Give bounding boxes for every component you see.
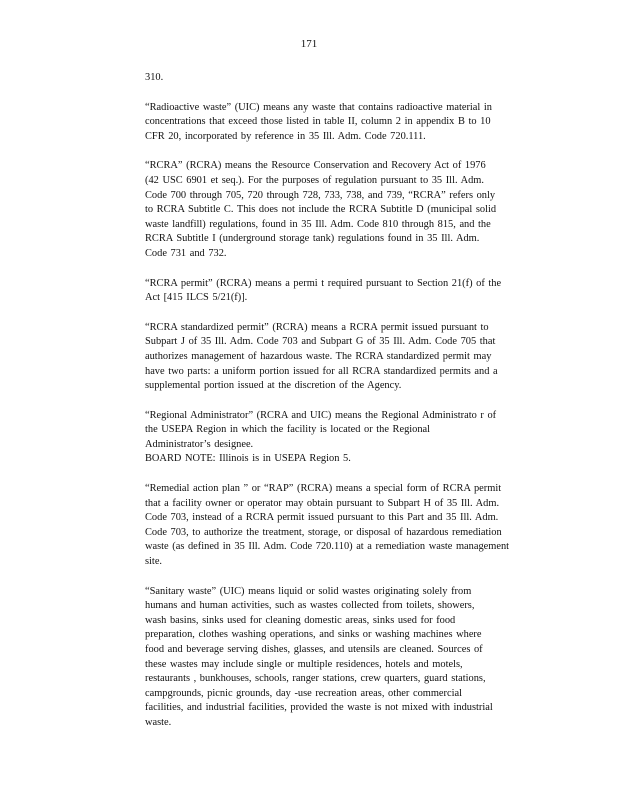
paragraph-radioactive-waste: “Radioactive waste” (UIC) means any waste that contains radioactive material in concentrations that exceed those listed in table II, column 2 in appendix B to 10 CFR 20, incorporated by reference in 35 Ill. Adm. Code 720.111. <box>145 101 492 142</box>
paragraph-rcra-standardized-permit: “RCRA standardized permit” (RCRA) means a RCRA permit issued pursuant to Subpart J of 35 Ill. Adm. Code 703 and Subpart G of 35 Ill. Adm. Code 705 that authorizes management of hazardous waste. The RCRA standardized permit may have two parts: a uniform portion issued for all RCRA standardized permits and a supplemental portion issued at the discretion of the Agency. <box>145 321 498 392</box>
paragraph-remedial-action-plan: “Remedial action plan ” or “RAP” (RCRA) means a special form of RCRA permit that a facility owner or operator may obtain pursuant to Subpart H of 35 Ill. Adm. Code 703, instead of a RCRA permit issued pursuant to this Part and 35 Ill. Adm. Code 703, to authorize the treatment, storage, or disposal of hazardous remediation waste (as defined in 35 Ill. Adm. Code 720.110) at a remediation waste management site. <box>145 483 510 568</box>
paragraph-sanitary-waste: “Sanitary waste” (UIC) means liquid or solid wastes originating solely from humans and human activities, such as wastes collected from toilets, showers, wash basins, sinks used for cleaning domestic areas, sinks used for food preparation, clothes washing operations, and sinks or washing machines where food and beverage serving dishes, glasses, and utensils are cleaned. Sources of these wastes may include single or multiple residences, hotels and motels, restaurants , bunkhouses, schools, ranger stations, crew quarters, guard stations, campgrounds, picnic grounds, day -use recreation areas, other commercial facilities, and industrial facilities, provided the waste is not mixed with industrial waste. <box>145 585 493 728</box>
paragraph-regional-administrator: “Regional Administrator” (RCRA and UIC) means the Regional Administrato r of the USEPA Region in which the facility is located or the Regional Administrator’s designee. BOARD NOTE: Illinois is in USEPA Region 5. <box>145 409 497 465</box>
page-number: 171 <box>300 38 318 50</box>
paragraph-rcra-permit: “RCRA permit” (RCRA) means a permi t required pursuant to Section 21(f) of the Act [415 ILCS 5/21(f)]. <box>145 277 502 304</box>
page-body <box>145 71 545 746</box>
paragraph-section-number: 310. <box>145 72 164 83</box>
paragraph-rcra: “RCRA” (RCRA) means the Resource Conservation and Recovery Act of 1976 (42 USC 6901 et seq.). For the purposes of regulation pursuant to 35 Ill. Adm. Code 700 through 705, 720 through 728, 733, 738, and 739, “RCRA” refers only to RCRA Subtitle C. This does not include the RCRA Subtitle D (municipal solid waste landfill) regulations, found in 35 Ill. Adm. Code 810 through 815, and the RCRA Subtitle I (underground storage tank) regulations found in 35 Ill. Adm. Code 731 and 732. <box>145 160 497 259</box>
